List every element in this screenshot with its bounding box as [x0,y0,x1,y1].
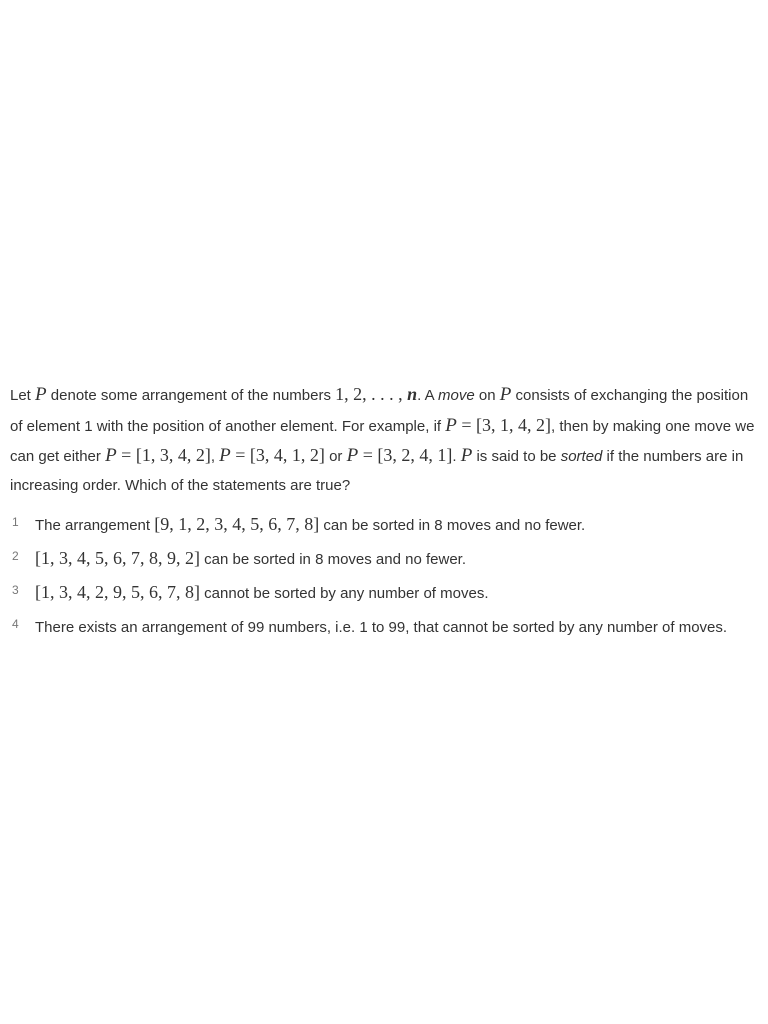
math-variable-n: n [407,384,418,404]
prompt-text: . A [417,387,439,404]
math-equation: = [1, 3, 4, 2] [116,445,211,465]
option-math: [1, 3, 4, 2, 9, 5, 6, 7, 8] [35,582,200,602]
prompt-text: on [474,387,500,404]
math-equation: = [3, 2, 4, 1] [358,445,453,465]
option-text [35,580,758,606]
math-variable-p: P [499,384,512,405]
option-math: [1, 3, 4, 5, 6, 7, 8, 9, 2] [35,548,200,568]
option-math: [9, 1, 2, 3, 4, 5, 6, 7, 8] [154,514,320,534]
math-variable-p: P [35,384,47,405]
prompt-text: is said to be [472,448,561,465]
prompt-text: . [452,448,461,465]
question-prompt [10,380,758,500]
prompt-text: , [210,448,220,465]
emphasis-sorted: sorted [560,448,603,465]
option-text [35,512,758,538]
option-text-pre: The arrangement [35,517,155,534]
option-2[interactable] [10,546,758,572]
math-variable-p: P [346,445,359,466]
math-variable-p: P [445,414,457,436]
math-equation: = [3, 1, 4, 2] [456,414,551,435]
prompt-text: consists of exchanging the position of element 1 with the position of another element. For example, if [10,387,749,435]
option-3[interactable] [10,580,758,606]
option-text [35,546,758,572]
option-text-post: cannot be sorted by any number of moves. [200,585,489,602]
math-sequence: 1, 2, . . . , [335,384,408,404]
prompt-text: , then by making one move we can get either [10,417,755,465]
prompt-text: denote some arrangement of the numbers [46,387,336,404]
prompt-text: or [324,448,347,465]
options-list [10,512,758,640]
math-variable-p: P [460,445,473,466]
option-text-post: can be sorted in 8 moves and no fewer. [200,551,466,568]
emphasis-move: move [438,387,475,404]
option-4[interactable] [10,614,758,640]
math-variable-p: P [219,445,231,466]
prompt-text: Let [10,387,36,404]
option-text [35,614,758,640]
option-1[interactable] [10,512,758,538]
math-variable-p: P [105,445,117,466]
math-equation: = [3, 4, 1, 2] [230,445,325,465]
option-text-pre: There exists an arrangement of 99 numbers, i.e. 1 to 99, that cannot be sorted by any number of moves. [35,619,728,636]
prompt-text: if the numbers are in increasing order. Which of the statements are true? [10,448,744,494]
option-number: 3 [12,583,19,597]
option-number: 2 [12,549,19,563]
option-number: 4 [12,617,19,631]
option-number: 1 [12,515,19,529]
question-block [10,380,758,648]
option-text-post: can be sorted in 8 moves and no fewer. [319,517,586,534]
